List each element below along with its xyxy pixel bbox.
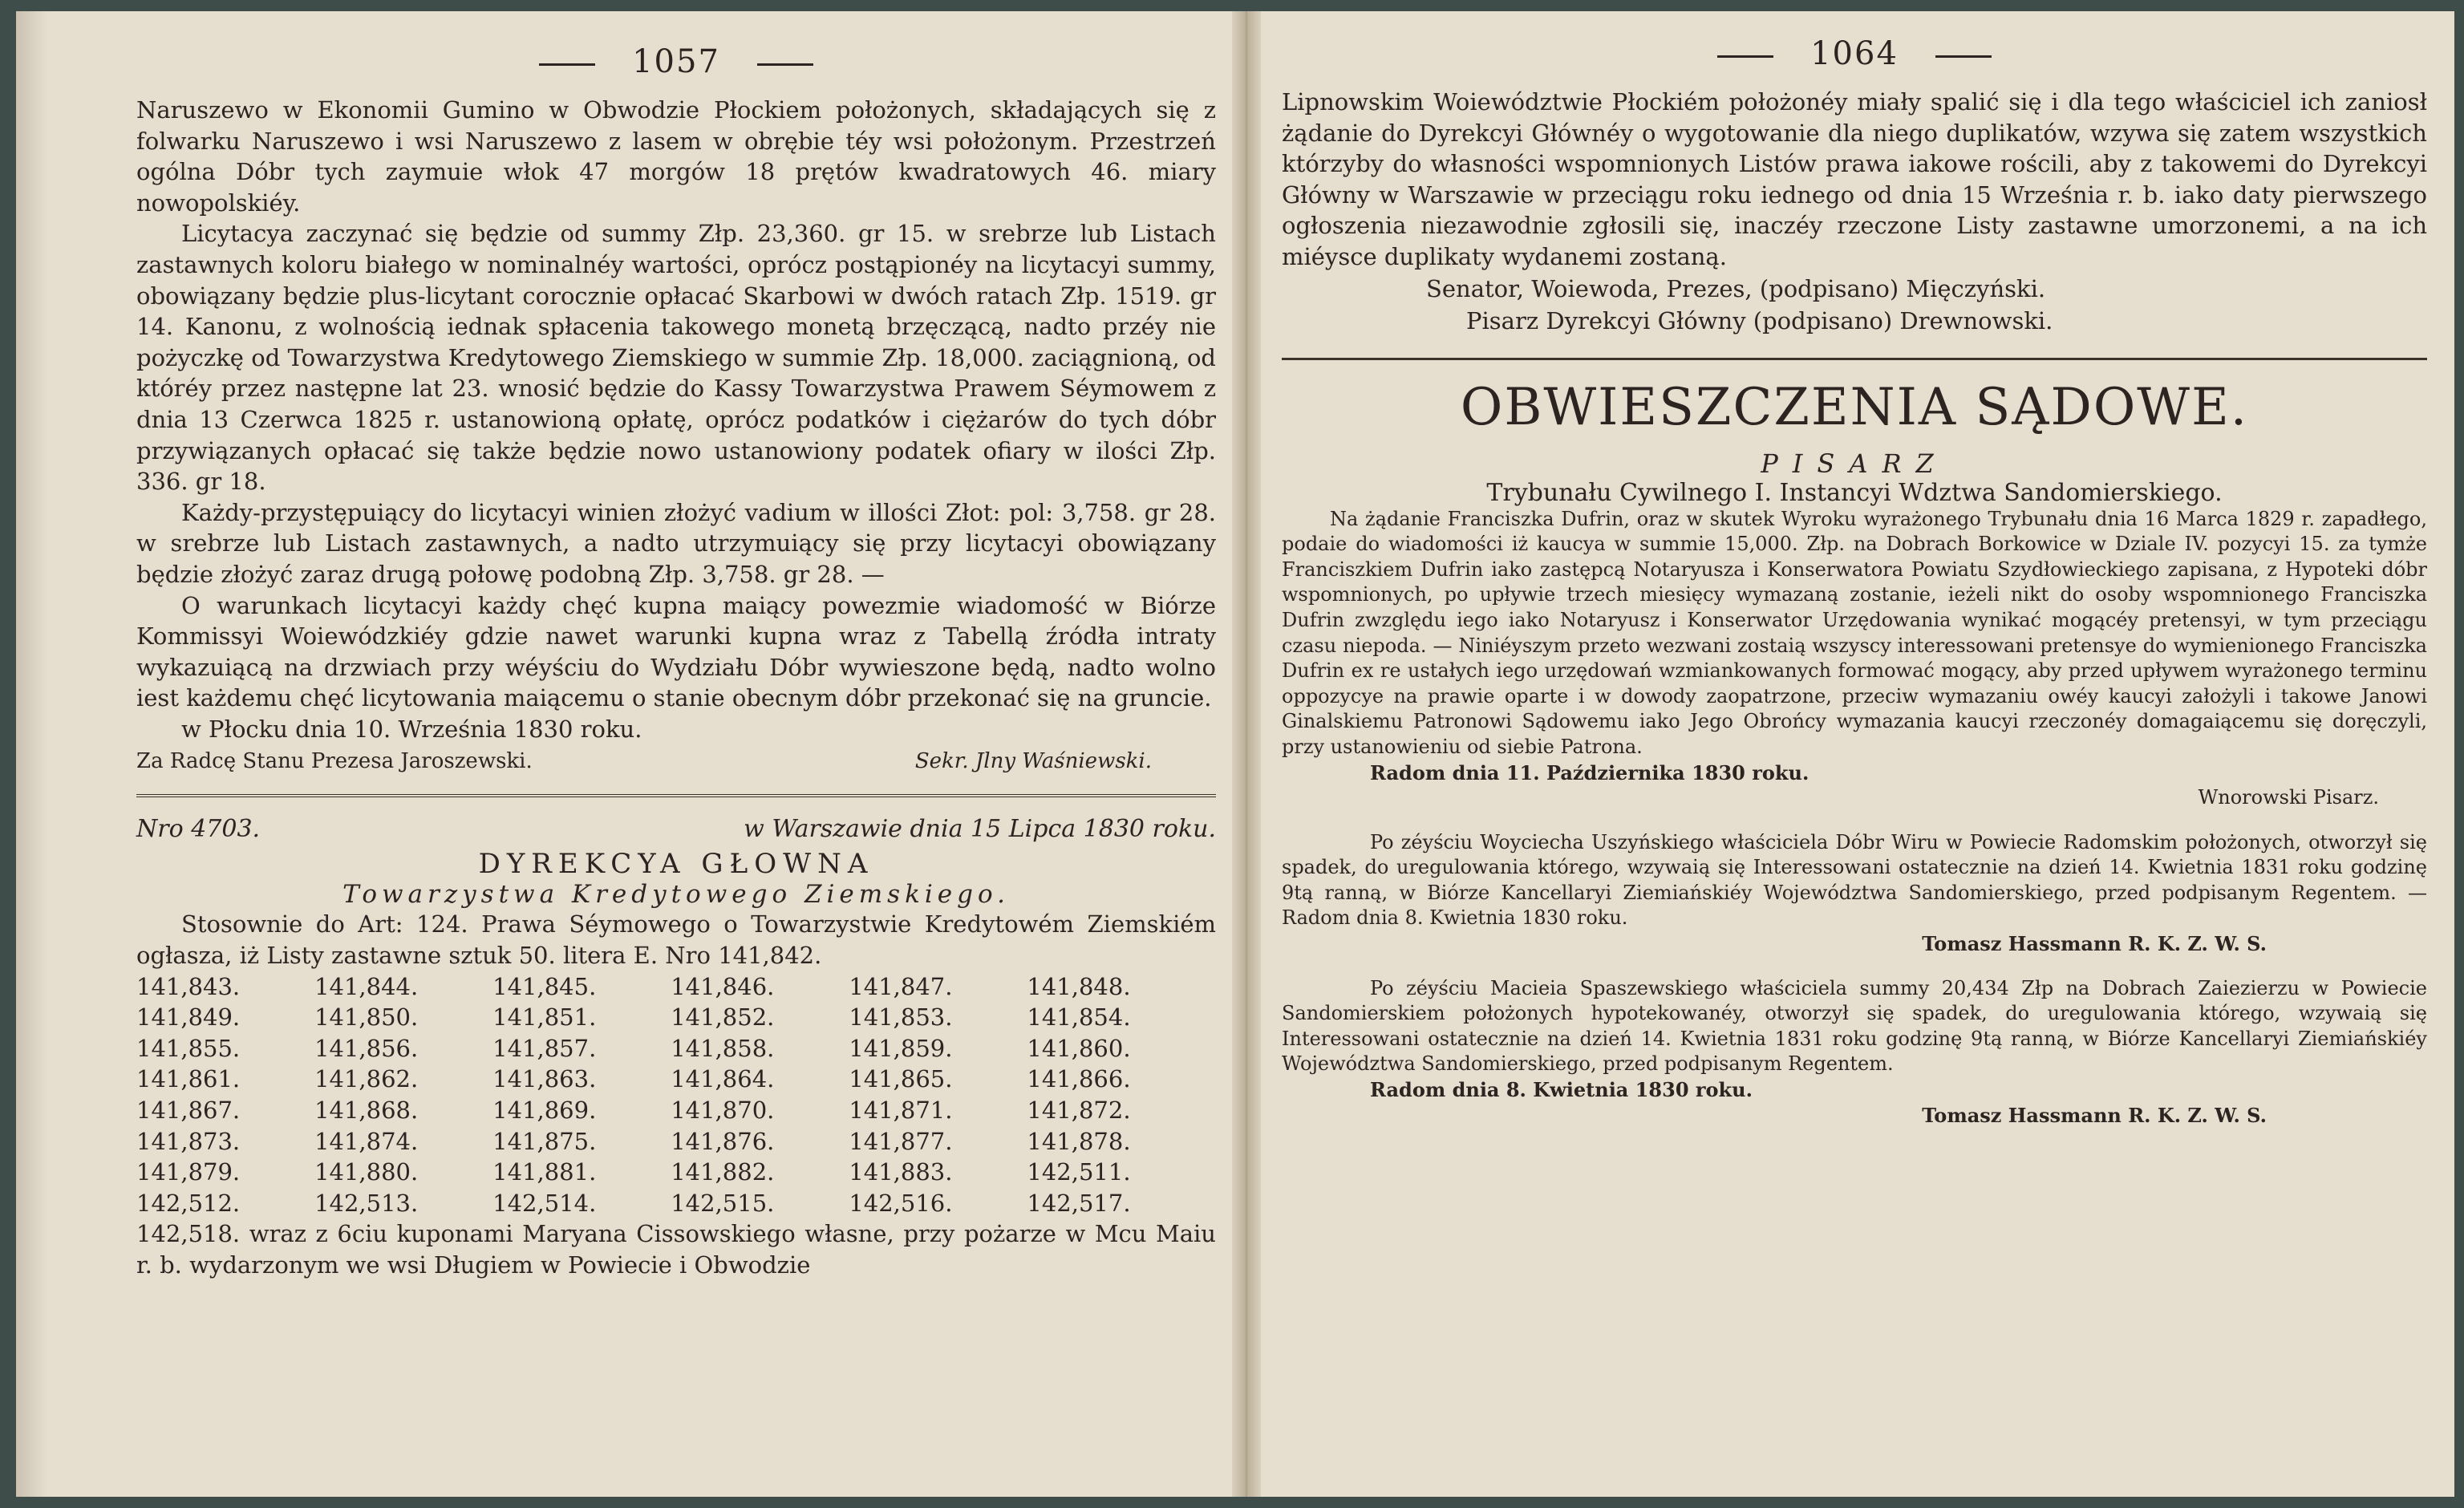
estate-notice-2-date: Radom dnia 8. Kwietnia 1830 roku. (1370, 1078, 1753, 1102)
serial-number: 141,853. (849, 1003, 953, 1032)
serial-number: 141,873. (136, 1127, 241, 1155)
serial-number-list (136, 971, 1216, 1219)
serial-number: 141,863. (492, 1065, 597, 1093)
serial-number: 142,511. (1027, 1158, 1131, 1186)
serial-number: 141,857. (492, 1034, 597, 1062)
serial-number: 142,514. (492, 1189, 597, 1217)
serial-number: 141,844. (314, 972, 419, 1000)
serial-number: 141,872. (1027, 1097, 1131, 1125)
serial-number: 141,852. (671, 1003, 775, 1032)
serial-number: 141,881. (492, 1158, 597, 1186)
estate-notice-2-signer: Tomasz Hassmann R. K. Z. W. S. (1922, 1103, 2267, 1127)
serial-number: 141,861. (136, 1065, 241, 1093)
serial-number: 141,850. (314, 1003, 419, 1032)
notice-body (136, 95, 1216, 744)
signature-right: Sekr. Jlny Waśniewski. (914, 749, 1152, 774)
serial-number: 141,855. (136, 1034, 241, 1062)
page-number-left: 1057 (136, 43, 1216, 80)
signature-left: Za Radcę Stanu Prezesa Jaroszewski. (136, 749, 533, 774)
senator-line: Senator, Woiewoda, Prezes, (podpisano) Mięczyński. (1426, 274, 2046, 302)
tribunal-line: Trybunału Cywilnego I. Instancyi Wdztwa Sandomierskiego. (1486, 478, 2223, 507)
serial-number: 141,870. (671, 1097, 775, 1125)
serial-number: 141,860. (1027, 1034, 1131, 1062)
notice-paragraph: Licytacya zaczynać się będzie od summy Złp. 23,360. gr 15. w srebrze lub Listach zastawnych koloru białego w nominalnéy wartości, oprócz postąpionéy na licytacyi summy, obowiązany będzie plus-licytant corocznie opłacać Skarbowi w dwóch ratach Złp. 1519. gr 14. Kanonu, z wolnością iednak spłacenia takowego monetą brzęczącą, nadto przéy nie pożyczkę od Towarzystwa Kredytowego Ziemskiego w summie Złp. 18,000. zaciągnioną, od któréy przez następne lat 23. wnosić będzie do Kassy Towarzystwa Prawem Séymowem z dnia 13 Czerwca 1825 r. ustanowioną opłatę, oprócz podatków i ciężarów do tych dóbr przywiązanych opłacać się także będzie nowo ustanowiony podatek ofiary w ilości Złp. 336. gr 18. (136, 220, 1216, 496)
serial-number: 141,859. (849, 1034, 953, 1062)
serial-number: 141,843. (136, 972, 241, 1000)
notice-closing: 142,518. wraz z 6ciu kuponami Maryana Cissowskiego własne, przy pożarze w Mcu Maiu r. b. wydarzonym we wsi Długiem w Powiecie i Obwodzie (136, 1220, 1216, 1279)
serial-number: 141,868. (314, 1097, 419, 1125)
serial-number: 141,856. (314, 1034, 419, 1062)
serial-number: 141,874. (314, 1127, 419, 1155)
notice-header (136, 815, 1216, 843)
serial-number: 141,851. (492, 1003, 597, 1032)
serial-number: 142,512. (136, 1189, 241, 1217)
serial-number: 141,882. (671, 1158, 775, 1186)
serial-number: 141,849. (136, 1003, 241, 1032)
serial-number: 141,854. (1027, 1003, 1131, 1032)
notice-subtitle: Towarzystwa Kredytowego Ziemskiego. (342, 880, 1010, 910)
serial-number: 141,876. (671, 1127, 775, 1155)
notice-number: Nro 4703. (136, 815, 261, 844)
serial-number: 141,864. (671, 1065, 775, 1093)
writer-line: Pisarz Dyrekcyi Główny (podpisano) Drewnowski. (1466, 306, 2053, 334)
serial-number: 141,869. (492, 1097, 597, 1125)
court-date: Radom dnia 11. Października 1830 roku. (1370, 760, 1810, 784)
court-notice: Na żądanie Franciszka Dufrin, oraz w skutek Wyroku wyrażonego Trybunału dnia 16 Marca 1829 r. zapadłego, podaie do wiadomości iż kaucya w summie 15,000. Złp. na Dobrach Borkowice w Dziale IV. pozycyi 15. za tymże Franciszkiem Dufrin iako zastępcą Notaryusza i Konserwatora Powiatu Szydłowieckiego zapisana, z Hypoteki dóbr wspomnionych, po upływie trzech miesięcy wymazaną zostanie, ieżeli nikt do osoby wspomnionego Franciszka Dufrin zwzględu iego iako Notaryusz i Konserwator Urzędowania wynikać mogącéy pretensyi, w tym przeciągu czasu niepoda. — Niniéyszym przeto wezwani zostaią wszyscy interessowani pretensye do wymienionego Franciszka Dufrin ex re ustałych iego urzędowań wzmiankowanych formować mogący, aby przed upływem wyrażonego terminu oppozycye na prawie oparte i w dowody zaopatrzone, przeciw wymazaniu owéy kaucyi założyli i takowe Janowi Ginalskiemu Patronowi Sądowemu iako Jego Obrońcy wymazania kaucyi rzeczonéy domagaiącemu się doręczyli, przy ustanowieniu od siebie Patrona. (1282, 507, 2427, 758)
pisarz-heading: PISARZ (1761, 448, 1948, 479)
estate-notice-1-signer: Tomasz Hassmann R. K. Z. W. S. (1922, 932, 2267, 956)
serial-number: 141,877. (849, 1127, 953, 1155)
section-title: OBWIESZCZENIA SĄDOWE. (1460, 377, 2249, 437)
serial-number: 142,516. (849, 1189, 953, 1217)
serial-number: 141,865. (849, 1065, 953, 1093)
serial-number: 141,867. (136, 1097, 241, 1125)
serial-number: 142,513. (314, 1189, 419, 1217)
court-signer: Wnorowski Pisarz. (2198, 786, 2379, 809)
serial-number: 141,862. (314, 1065, 419, 1093)
serial-number: 142,517. (1027, 1189, 1131, 1217)
serial-number: 141,879. (136, 1158, 241, 1186)
page-number-right: 1064 (1282, 35, 2427, 72)
notice-title: DYREKCYA GŁOWNA (478, 848, 874, 881)
date-line: w Płocku dnia 10. Września 1830 roku. (181, 715, 642, 743)
right-page (1245, 11, 2454, 1497)
continuation-block (1282, 87, 2427, 273)
serial-number: 141,846. (671, 972, 775, 1000)
notice-paragraph: Naruszewo w Ekonomii Gumino w Obwodzie Płockiem położonych, składających się z folwarku Naruszewo i wsi Naruszewo z lasem w obrębie téy wsi położonym. Przestrzeń ogólna Dóbr tych zaymuie włok 47 morgów 18 prętów kwadratowych 46. miary nowopolskiéy. (136, 96, 1216, 217)
notice-place-date: w Warszawie dnia 15 Lipca 1830 roku. (744, 815, 1216, 844)
serial-number: 141,845. (492, 972, 597, 1000)
serial-number: 141,848. (1027, 972, 1131, 1000)
estate-notice-2: Po zéyściu Macieia Spaszewskiego właściciela summy 20,434 Złp na Dobrach Zaiezierzu w Powiecie Sandomierskiem położonych hypotekowanéy, otworzył się spadek, do uregulowania którego, wzywaią się Interessowani ostatecznie na dzień 14. Kwietnia 1831 roku godzinę 9tą ranną, w Biórze Kancellaryi Ziemiańskiéy Województwa Sandomierskiego, przed podpisanym Regentem. (1282, 976, 2427, 1076)
notice-intro-block (136, 909, 1216, 971)
section-divider (136, 794, 1216, 797)
notice-closing-block (136, 1218, 1216, 1280)
page-edge-shadow (16, 11, 48, 1497)
book-gutter (1232, 11, 1261, 1497)
notice-paragraph: O warunkach licytacyi każdy chęć kupna maiący powezmie wiadomość w Biórze Kommissyi Woiewódzkiéy gdzie nawet warunki kupna wraz z Tabellą źródła intraty wykazuiącą na drzwiach przy wéyściu do Wydziału Dóbr wywieszone będą, nadto wolno iest każdemu chęć licytowania maiącemu o stanie obecnym dóbr przekonać się na gruncie. (136, 591, 1216, 712)
serial-number: 141,847. (849, 972, 953, 1000)
continuation-text: Lipnowskim Woiewództwie Płockiém położonéy miały spalić się i dla tego właściciel ich zaniosł żądanie do Dyrekcyi Głównéy o wygotowanie dla niego duplikatów, wzywa się zatem wszystkich którzyby do własności wspomnionych Listów prawa iakowe rościli, aby z takowemi do Dyrekcyi Główny w Warszawie w przeciągu roku iednego od dnia 15 Września r. b. iako daty pierwszego ogłoszenia niezawodnie zgłosili się, inaczéy rzeczone Listy zastawne umorzonemi, a na ich miéysce duplikaty wydanemi zostaną. (1282, 88, 2427, 270)
serial-number: 142,515. (671, 1189, 775, 1217)
notice-paragraph: Każdy-przystępuiący do licytacyi winien złożyć vadium w illości Złot: pol: 3,758. gr 28. w srebrze lub Listach zastawnych, a nadto utrzymuiący się przy licytacyi obowiązany będzie złożyć zaraz drugą połowę podobną Złp. 3,758. gr 28. — (136, 498, 1216, 588)
serial-number: 141,883. (849, 1158, 953, 1186)
estate-notice-1: Po zéyściu Woyciecha Uszyńskiego właściciela Dóbr Wiru w Powiecie Radomskim położonych, otworzył się spadek, do uregulowania którego, wzywaią się Interessowani ostatecznie na dzień 14. Kwietnia 1831 roku godzinę 9tą ranną, w Biórze Kancellaryi Ziemiańskiéy Województwa Sandomierskiego, przed podpisanym Regentem. — Radom dnia 8. Kwietnia 1830 roku. (1282, 830, 2427, 930)
serial-number: 141,880. (314, 1158, 419, 1186)
notice-intro: Stosownie do Art: 124. Prawa Séymowego o Towarzystwie Kredytowém Ziemskiém ogłasza, iż Listy zastawne sztuk 50. litera E. Nro 141,842. (136, 910, 1216, 970)
signature-row (136, 749, 1216, 773)
serial-number: 141,878. (1027, 1127, 1131, 1155)
serial-number: 141,875. (492, 1127, 597, 1155)
section-divider (1282, 358, 2427, 360)
serial-number: 141,858. (671, 1034, 775, 1062)
serial-number: 141,871. (849, 1097, 953, 1125)
left-page (16, 11, 1251, 1497)
serial-number: 141,866. (1027, 1065, 1131, 1093)
